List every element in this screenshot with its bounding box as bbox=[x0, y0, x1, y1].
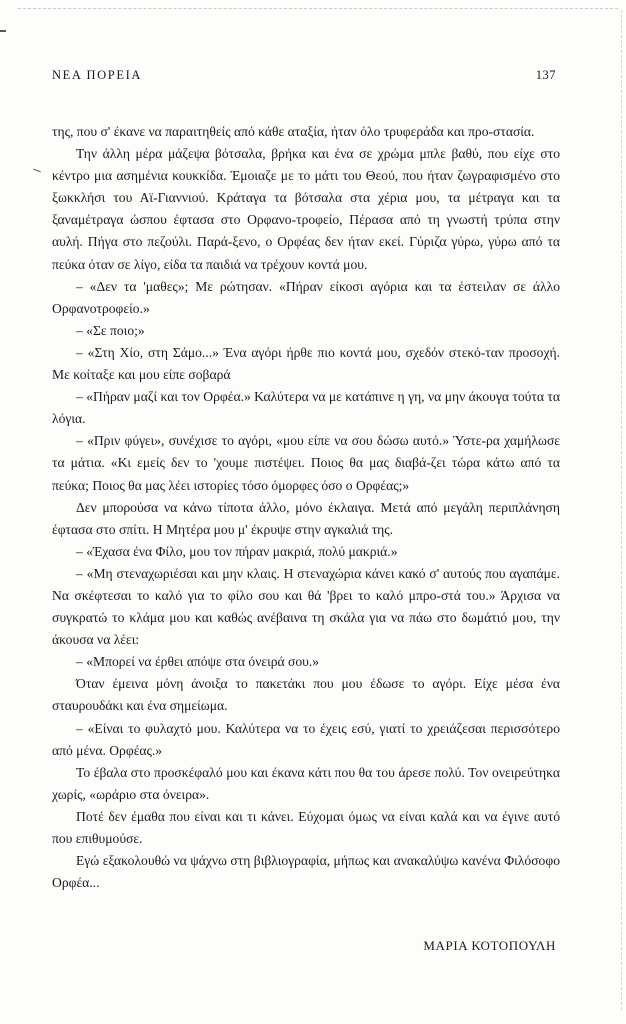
paragraph: Το έβαλα στο προσκέφαλό μου και έκανα κάτι που θα του άρεσε πολύ. Τον ονειρεύτηκα χωρίς, «ωράριο στα όνειρα». bbox=[52, 764, 560, 802]
page-number: 137 bbox=[535, 68, 556, 82]
paragraph: της, που σ' έκανε να παραιτηθείς από κάθε αταξία, ήταν όλο τρυφεράδα και προ-στασία. bbox=[52, 124, 535, 139]
paragraph: – «Είναι το φυλαχτό μου. Καλύτερα να το έχεις εσύ, γιατί το χρειάζεσαι περισσότερο από μένα. Ορφέας.» bbox=[52, 720, 560, 758]
paragraph: – «Πήραν μαζί και τον Ορφέα.» Καλύτερα να με κατάπινε η γη, να μην άκουγα τούτα τα λόγια. bbox=[52, 389, 560, 427]
paragraph: Ποτέ δεν έμαθα που είναι και τι κάνει. Εύχομαι όμως να είναι καλά και να έγινε αυτό που επιθυμούσε. bbox=[52, 808, 560, 846]
paragraph: – «Στη Χίο, στη Σάμο...» Ένα αγόρι ήρθε πιο κοντά μου, σχεδόν στεκό-ταν προσοχή. Με κοίταξε και μου είπε σοβαρά bbox=[52, 344, 560, 383]
paragraph: – «Δεν τα 'μαθες»; Με ρώτησαν. «Πήραν είκοσι αγόρια και τα έστειλαν σε άλλο Ορφανοτροφείο.» bbox=[52, 278, 560, 316]
scan-edge-mark bbox=[0, 30, 6, 32]
paragraph: – «Πριν φύγει», συνέχισε το αγόρι, «μου είπε να σου δώσω αυτό.» Ύστε-ρα χαμήλωσε τα μάτια. «Κι εμείς δεν το 'χουμε πιστέψει. Ποιος θα μας διαβά-ζει τώρα κάτω από τα πεύκα; Ποιος θα μας λέει ιστορίες τόσο όμορφες όσο ο Ορφέας;» bbox=[52, 433, 560, 493]
paragraph: Όταν έμεινα μόνη άνοιξα το πακετάκι που μου έδωσε το αγόρι. Είχε μέσα ένα σταυρουδάκι και ένα σημείωμα. bbox=[52, 676, 560, 714]
author-signature: ΜΑΡΙΑ ΚΟΤΟΠΟΥΛΗ bbox=[423, 938, 556, 953]
paragraph: – «Μπορεί να έρθει απόψε στα όνειρά σου.» bbox=[76, 654, 320, 670]
scan-edge-top bbox=[18, 8, 618, 9]
scan-edge-right bbox=[621, 10, 622, 1010]
body-text bbox=[52, 121, 560, 894]
paragraph: – «Σε ποιο;» bbox=[76, 322, 145, 338]
paragraph: Εγώ εξακολουθώ να ψάχνω στη βιβλιογραφία, μήπως και ανακαλύψω κανένα Φιλόσοφο Ορφέα... bbox=[52, 853, 560, 891]
margin-pencil-mark bbox=[33, 169, 41, 173]
page-header bbox=[52, 68, 556, 86]
paragraph: – «Μη στεναχωριέσαι και μην κλαις. Η στεναχώρια κάνει κακό σ' αυτούς που αγαπάμε. Να σκέφτεσαι το καλό για το φίλο σου και θά 'βρει το καλό μπρο-στά του.» Άρχισα να συγκρατώ το κλάμα μου και καθώς ανέβαινα τη σκάλα για να πάω στο δωμάτιό μου, την άκουσα να λέει: bbox=[52, 565, 560, 648]
paragraph: – «Έχασα ένα Φίλο, μου τον πήραν μακριά, πολύ μακριά.» bbox=[76, 543, 398, 559]
paragraph: Δεν μπορούσα να κάνω τίποτα άλλο, μόνο έκλαιγα. Μετά από μεγάλη περιπλάνηση έφτασα στο σπίτι. Η Μητέρα μου μ' έκρυψε στην αγκαλιά της. bbox=[52, 499, 560, 537]
paragraph: Την άλλη μέρα μάζεψα βότσαλα, βρήκα και ένα σε χρώμα μπλε βαθύ, που είχε στο κέντρο μια ασημένια κουκκίδα. Έμοιαζε με το μάτι του Θεού, που ήταν ζωγραφισμένο στο ξωκκλήσι του Αϊ-Γιαννιού. Κράταγα τα βότσαλα στα χέρια μου, τα μέτραγα και τα ξαναμέτραγα ώσπου έφτασα στο Ορφανο-τροφείο, Πέρασα από τη γνωστή τρύπα στην αυλή. Πήγα στο πεζούλι. Παρά-ξενο, ο Ορφέας δεν ήταν εκεί. Γύριζα γύρω, γύρω από τα πεύκα όταν σε λίγο, είδα τα παιδιά να τρέχουν κοντά μου. bbox=[52, 146, 560, 272]
running-head: ΝΕΑ ΠΟΡΕΙΑ bbox=[52, 68, 142, 82]
